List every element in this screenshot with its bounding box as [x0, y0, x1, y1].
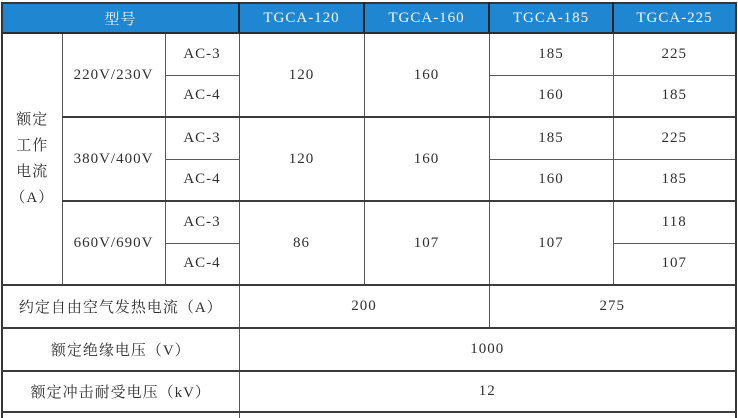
table-row	[2, 117, 736, 159]
cell-660v-tgca120: 86	[239, 201, 364, 285]
cell-220v-ac3-tgca225: 225	[613, 33, 736, 75]
table-row	[2, 201, 736, 243]
model-header-tgca-185: TGCA-185	[489, 3, 613, 33]
cell-380v-tgca120: 120	[239, 117, 364, 201]
table-row	[2, 285, 736, 328]
ac3-label-220v: AC-3	[165, 33, 239, 75]
rated-current-label-line: （A）	[10, 190, 55, 206]
cell-380v-ac3-tgca185: 185	[489, 117, 613, 159]
ac4-label-220v: AC-4	[165, 75, 239, 117]
rated-current-label-line: 额定	[16, 112, 49, 128]
thermal-current-120-160: 200	[239, 285, 489, 328]
impulse-voltage-label: 额定冲击耐受电压（kV）	[2, 371, 239, 412]
ac3-label-660v: AC-3	[165, 201, 239, 243]
rated-current-label	[2, 33, 62, 285]
cell-220v-tgca160: 160	[364, 33, 489, 117]
table-row	[2, 33, 736, 75]
ac4-label-380v: AC-4	[165, 159, 239, 201]
table-header-row	[2, 3, 736, 33]
insulation-voltage-value: 1000	[239, 328, 736, 371]
cell-660v-ac3-tgca225: 118	[613, 201, 736, 243]
impulse-voltage-value: 12	[239, 371, 736, 412]
voltage-220v-cell: 220V/230V	[62, 33, 165, 117]
model-header-tgca-160: TGCA-160	[364, 3, 489, 33]
thermal-current-185-225: 275	[489, 285, 736, 328]
cell-380v-ac4-tgca225: 185	[613, 159, 736, 201]
voltage-660v-cell: 660V/690V	[62, 201, 165, 285]
contactor-spec-table	[1, 2, 737, 418]
cell-220v-ac4-tgca225: 185	[613, 75, 736, 117]
thermal-current-label: 约定自由空气发热电流（A）	[2, 285, 239, 328]
model-header-cell: 型号	[2, 3, 239, 33]
rated-current-label-line: 电流	[16, 164, 49, 180]
table-row-partial	[2, 412, 736, 418]
cell-660v-tgca160: 107	[364, 201, 489, 285]
partial-value-cell	[239, 412, 736, 418]
cell-380v-ac4-tgca185: 160	[489, 159, 613, 201]
cell-660v-ac4-tgca225: 107	[613, 243, 736, 285]
cell-220v-ac3-tgca185: 185	[489, 33, 613, 75]
cell-380v-ac3-tgca225: 225	[613, 117, 736, 159]
model-header-tgca-120: TGCA-120	[239, 3, 364, 33]
table-row	[2, 328, 736, 371]
cell-220v-ac4-tgca185: 160	[489, 75, 613, 117]
cell-660v-tgca185: 107	[489, 201, 613, 285]
rated-current-label-line: 工作	[16, 138, 49, 154]
ac3-label-380v: AC-3	[165, 117, 239, 159]
insulation-voltage-label: 额定绝缘电压（V）	[2, 328, 239, 371]
partial-label-cell	[2, 412, 239, 418]
cell-220v-tgca120: 120	[239, 33, 364, 117]
model-header-tgca-225: TGCA-225	[613, 3, 736, 33]
ac4-label-660v: AC-4	[165, 243, 239, 285]
table-row	[2, 371, 736, 412]
cell-380v-tgca160: 160	[364, 117, 489, 201]
voltage-380v-cell: 380V/400V	[62, 117, 165, 201]
